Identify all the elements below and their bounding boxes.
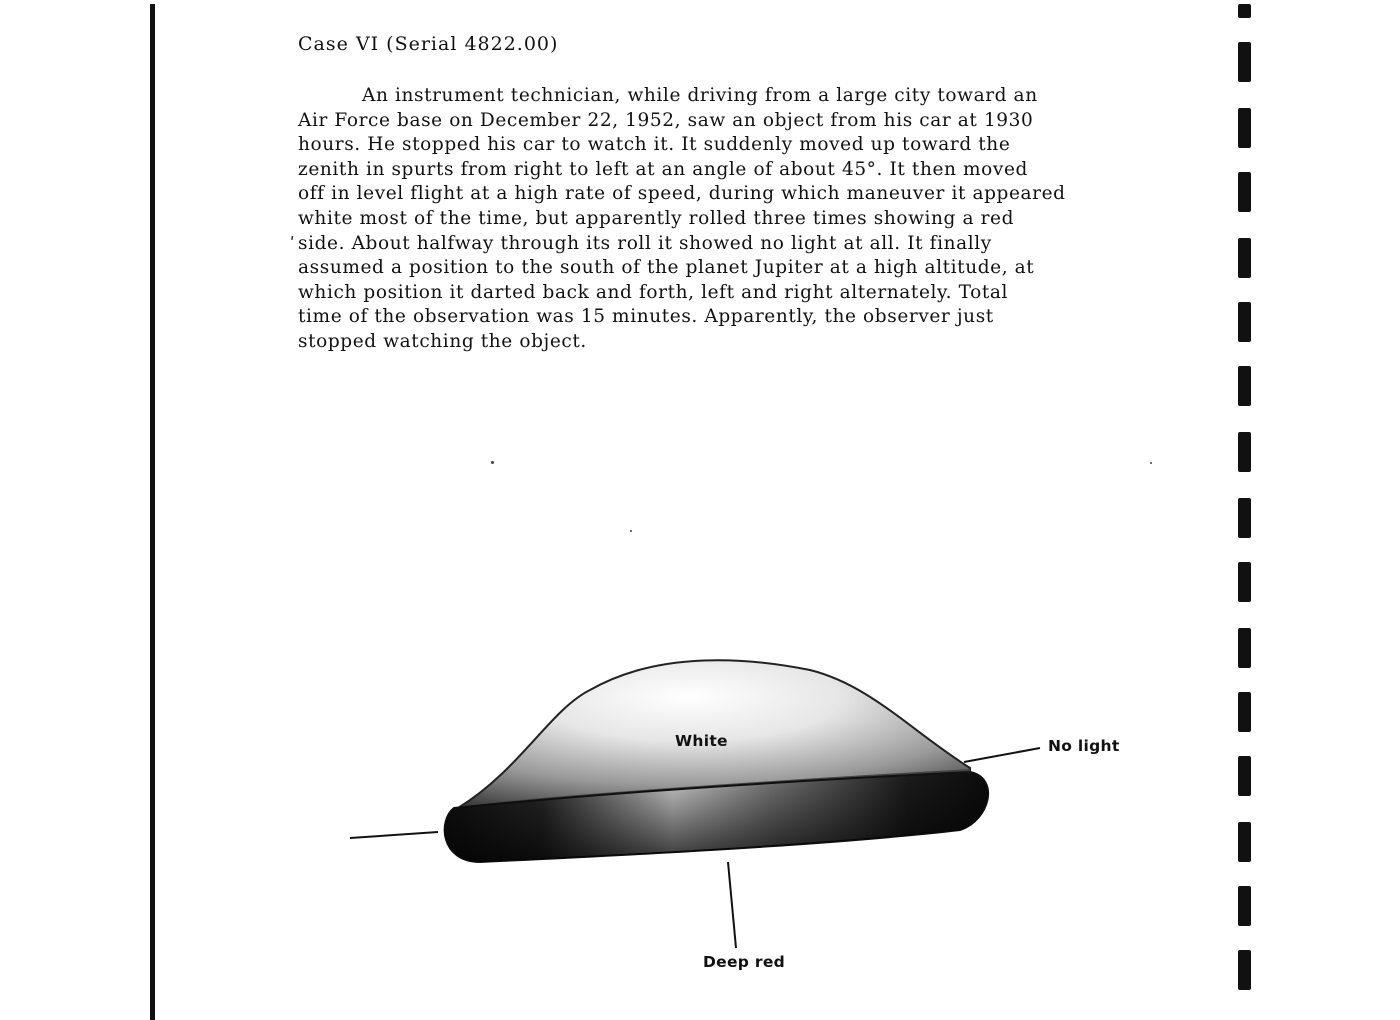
binding-hole <box>1238 692 1251 732</box>
binding-hole <box>1238 822 1251 862</box>
binding-hole <box>1238 756 1251 796</box>
binding-hole <box>1238 238 1251 278</box>
binding-hole <box>1238 172 1251 212</box>
speck <box>1150 462 1152 464</box>
stray-mark: ʹ <box>290 234 295 253</box>
label-deep-red: Deep red <box>703 953 786 971</box>
binding-hole <box>1238 950 1251 990</box>
binding-hole <box>1238 432 1251 472</box>
page-left-border <box>150 4 155 1020</box>
binding-hole <box>1238 562 1251 602</box>
binding-hole <box>1238 302 1251 342</box>
speck <box>630 530 632 532</box>
case-heading: Case VI (Serial 4822.00) <box>298 33 559 55</box>
binding-holes <box>1238 0 1254 1020</box>
binding-hole <box>1238 4 1251 18</box>
object-illustration <box>330 640 1150 1000</box>
binding-hole <box>1238 42 1251 82</box>
label-white: White <box>675 732 728 750</box>
speck <box>491 461 494 464</box>
saucer-drawing <box>330 640 1150 1000</box>
binding-hole <box>1238 366 1251 406</box>
label-no-light: No light <box>1048 737 1120 755</box>
binding-hole <box>1238 886 1251 926</box>
binding-hole <box>1238 108 1251 148</box>
binding-hole <box>1238 628 1251 668</box>
binding-hole <box>1238 498 1251 538</box>
case-description: An instrument technician, while driving from a large city toward an Air Force base on December 22, 1952, saw an object from his car at 1930 hours. He stopped his car to watch it. It suddenly moved up toward the zenith in spurts from right to left at an angle of about 45°. It then moved off in level flight at a high rate of speed, during which maneuver it appeared white most of the time, but apparently rolled three times showing a red side. About halfway through its roll it showed no light at all. It finally assumed a position to the south of the planet Jupiter at a high altitude, at which position it darted back and forth, left and right alternately. Total time of the observation was 15 minutes. Apparently, the observer just stopped watching the object. <box>298 85 1066 352</box>
